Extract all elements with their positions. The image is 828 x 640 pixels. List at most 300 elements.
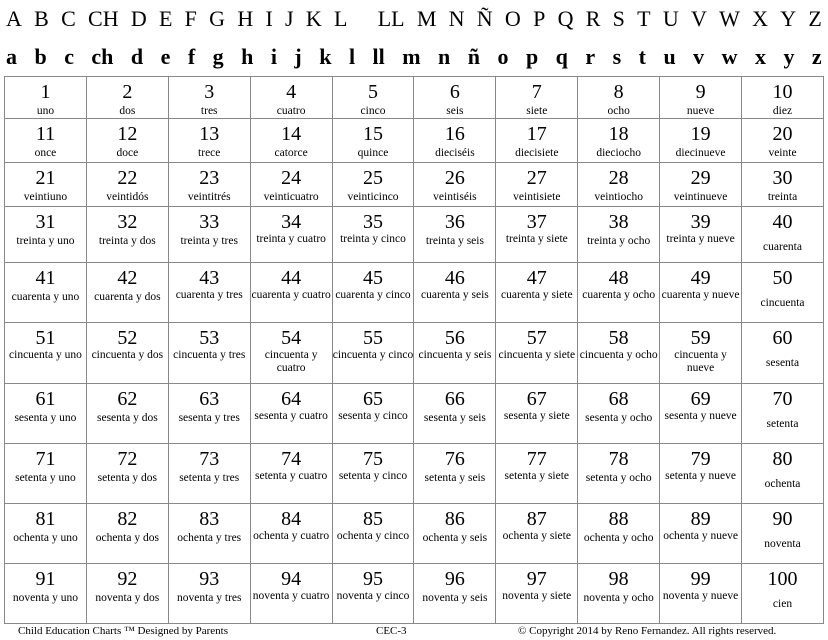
number-word: setenta y seis — [424, 471, 486, 484]
number-digit: 66 — [444, 387, 465, 410]
number-word: doce — [116, 147, 139, 160]
number-word: veintitrés — [187, 191, 231, 204]
number-word: noventa y uno — [12, 591, 79, 604]
number-digit: 34 — [281, 211, 302, 234]
number-cell — [414, 503, 496, 563]
number-word: cincuenta y uno — [9, 349, 82, 362]
number-cell — [86, 443, 168, 503]
number-digit: 10 — [772, 81, 793, 103]
alphabet-letter: x — [754, 44, 766, 69]
number-cell — [660, 563, 742, 623]
number-digit: 2 — [122, 81, 133, 103]
alphabet-letter: C — [61, 6, 76, 31]
number-word: cincuenta y seis — [418, 349, 492, 362]
number-word: sesenta y ocho — [585, 411, 653, 424]
number-digit: 28 — [608, 167, 629, 190]
number-digit: 91 — [35, 567, 56, 590]
number-cell — [414, 163, 496, 207]
number-word: cuarenta y ocho — [582, 289, 656, 302]
alphabet-letter: p — [525, 44, 539, 69]
alphabet-letter: r — [585, 44, 596, 69]
number-word: cuarenta y siete — [501, 289, 573, 302]
number-cell — [578, 207, 660, 263]
number-cell — [250, 207, 332, 263]
number-cell — [578, 563, 660, 623]
number-word: treinta y tres — [180, 235, 238, 248]
number-cell — [5, 77, 87, 119]
number-word: noventa y cuatro — [252, 589, 330, 602]
table-row — [5, 443, 824, 503]
number-digit: 20 — [772, 123, 793, 146]
numbers-table — [4, 76, 824, 624]
number-digit: 59 — [690, 327, 711, 350]
number-digit: 84 — [281, 507, 302, 530]
number-cell — [578, 443, 660, 503]
number-word: sesenta y siete — [503, 409, 570, 422]
number-digit: 17 — [526, 123, 547, 146]
alphabet-letter: L — [333, 6, 348, 31]
number-word: dieciocho — [596, 147, 642, 160]
number-cell — [660, 383, 742, 443]
number-word: treinta — [767, 191, 798, 204]
number-word: seis — [446, 105, 464, 117]
alphabet-letter: T — [637, 6, 651, 31]
alphabet-letter: t — [638, 44, 646, 69]
number-cell — [414, 443, 496, 503]
number-digit: 12 — [117, 123, 138, 146]
number-digit: 88 — [608, 507, 629, 530]
number-cell — [496, 563, 578, 623]
number-digit: 26 — [444, 167, 465, 190]
alphabet-letter: Ñ — [476, 6, 493, 31]
number-word: cuarenta — [763, 241, 802, 254]
number-cell — [86, 163, 168, 207]
alphabet-letter: b — [34, 44, 47, 69]
number-digit: 63 — [199, 387, 220, 410]
number-digit: 73 — [199, 447, 220, 470]
number-cell — [86, 207, 168, 263]
number-digit: 36 — [444, 211, 465, 234]
number-word: ochenta — [764, 477, 801, 490]
number-word: ochenta y seis — [422, 531, 488, 544]
uppercase-alphabet-row — [0, 2, 828, 36]
number-word: ocho — [607, 105, 630, 117]
number-digit: 6 — [449, 81, 460, 103]
number-digit: 25 — [363, 167, 383, 190]
number-cell — [414, 383, 496, 443]
number-cell — [168, 77, 250, 119]
alphabet-letter: l — [348, 44, 356, 69]
number-digit: 13 — [199, 123, 220, 146]
alphabet-letter: N — [448, 6, 465, 31]
alphabet-letter: H — [237, 6, 254, 31]
number-word: veintiuno — [23, 191, 68, 204]
alphabet-letter: v — [693, 44, 705, 69]
number-cell — [86, 383, 168, 443]
alphabet-letter: k — [319, 44, 332, 69]
number-cell — [332, 263, 414, 323]
number-digit: 41 — [35, 267, 56, 290]
number-cell — [414, 207, 496, 263]
alphabet-letter: u — [663, 44, 676, 69]
number-cell — [578, 119, 660, 163]
alphabet-letter: f — [187, 44, 196, 69]
number-cell — [742, 207, 824, 263]
number-digit: 44 — [281, 267, 302, 290]
number-digit: 54 — [281, 327, 302, 350]
number-digit: 5 — [368, 81, 378, 103]
number-cell — [742, 77, 824, 119]
number-cell — [250, 77, 332, 119]
number-word: quince — [357, 147, 389, 160]
number-cell — [5, 163, 87, 207]
number-digit: 81 — [35, 507, 56, 530]
number-digit: 49 — [690, 267, 711, 290]
number-digit: 9 — [695, 81, 706, 103]
number-word: cincuenta y tres — [173, 349, 246, 362]
table-row — [5, 563, 824, 623]
number-digit: 71 — [35, 447, 56, 470]
number-cell — [578, 163, 660, 207]
number-cell — [578, 383, 660, 443]
number-cell — [250, 503, 332, 563]
number-cell — [5, 383, 87, 443]
number-word: noventa y ocho — [583, 591, 654, 604]
number-digit: 56 — [444, 327, 465, 350]
number-word: noventa y cinco — [336, 589, 410, 602]
number-digit: 4 — [286, 81, 297, 103]
number-cell — [5, 443, 87, 503]
number-cell — [496, 323, 578, 383]
number-cell — [5, 263, 87, 323]
number-word: ochenta y tres — [177, 531, 242, 544]
number-word: nueve — [686, 105, 715, 117]
alphabet-letter: q — [555, 44, 568, 69]
number-digit: 64 — [281, 387, 302, 410]
number-word: ochenta y ocho — [583, 531, 654, 544]
number-cell — [168, 207, 250, 263]
number-digit: 27 — [526, 167, 547, 190]
number-digit: 47 — [526, 267, 547, 290]
number-cell — [332, 503, 414, 563]
table-row — [5, 323, 824, 383]
number-word: cuarenta y nueve — [661, 289, 740, 302]
number-word: cincuenta — [760, 297, 805, 310]
number-word: sesenta y dos — [96, 411, 158, 424]
number-cell — [250, 383, 332, 443]
alphabet-letter: A — [6, 6, 22, 31]
alphabet-letter: Q — [557, 6, 574, 31]
number-cell — [250, 563, 332, 623]
number-word: treinta y cinco — [340, 233, 406, 246]
number-cell — [578, 323, 660, 383]
number-digit: 92 — [117, 567, 138, 590]
number-cell — [168, 163, 250, 207]
number-digit: 86 — [444, 507, 465, 530]
number-word: veintisiete — [513, 191, 561, 204]
alphabet-letter: P — [533, 6, 546, 31]
number-word: once — [34, 147, 57, 160]
number-digit: 93 — [199, 567, 220, 590]
number-cell — [496, 443, 578, 503]
number-digit: 67 — [526, 387, 547, 410]
number-cell — [660, 163, 742, 207]
number-digit: 23 — [199, 167, 220, 190]
number-digit: 55 — [363, 327, 383, 350]
alphabet-letter: i — [270, 44, 277, 69]
number-digit: 31 — [35, 211, 56, 234]
number-digit: 72 — [117, 447, 138, 470]
number-word: veintidós — [106, 191, 149, 204]
alphabet-letter: V — [690, 6, 707, 31]
number-digit: 78 — [608, 447, 629, 470]
number-word: cincuenta y siete — [498, 349, 576, 362]
number-word: sesenta y nueve — [664, 409, 737, 422]
number-cell — [660, 263, 742, 323]
alphabet-letter: j — [294, 44, 302, 69]
alphabet-letter: ch — [91, 44, 114, 69]
number-digit: 43 — [199, 267, 220, 290]
number-digit: 65 — [363, 387, 383, 410]
number-digit: 18 — [608, 123, 629, 146]
number-word: dos — [119, 105, 136, 117]
number-digit: 33 — [199, 211, 220, 234]
number-digit: 42 — [117, 267, 138, 290]
number-digit: 83 — [199, 507, 220, 530]
alphabet-letter: M — [416, 6, 437, 31]
number-word: noventa — [764, 537, 801, 550]
number-word: cincuenta y dos — [91, 349, 164, 362]
number-cell — [332, 563, 414, 623]
number-digit: 14 — [281, 123, 302, 146]
alphabet-letter: W — [719, 6, 740, 31]
number-cell — [578, 77, 660, 119]
number-cell — [86, 323, 168, 383]
number-digit: 97 — [526, 567, 547, 590]
number-digit: 68 — [608, 387, 629, 410]
number-word: setenta y siete — [504, 469, 570, 482]
number-digit: 99 — [690, 567, 711, 590]
number-word: treinta y dos — [98, 235, 156, 248]
number-digit: 30 — [772, 167, 793, 190]
number-word: cuarenta y cinco — [335, 289, 411, 302]
number-cell — [414, 263, 496, 323]
number-digit: 38 — [608, 211, 629, 234]
number-cell — [660, 443, 742, 503]
number-digit: 69 — [690, 387, 711, 410]
number-word: veintiocho — [594, 191, 643, 204]
number-cell — [414, 77, 496, 119]
number-word: noventa y tres — [176, 591, 242, 604]
number-cell — [414, 563, 496, 623]
alphabet-letter: K — [305, 6, 322, 31]
number-digit: 19 — [690, 123, 711, 146]
alphabet-letter: m — [402, 44, 421, 69]
number-digit: 11 — [35, 123, 56, 146]
table-row — [5, 119, 824, 163]
number-cell — [496, 383, 578, 443]
number-cell — [496, 207, 578, 263]
number-digit: 75 — [363, 447, 383, 470]
number-digit: 1 — [40, 81, 51, 103]
number-cell — [168, 503, 250, 563]
alphabet-letter: G — [209, 6, 226, 31]
number-word: cien — [772, 597, 793, 610]
number-cell — [86, 77, 168, 119]
lowercase-alphabet-row — [0, 40, 828, 74]
alphabet-letter: ll — [372, 44, 385, 69]
number-digit: 37 — [526, 211, 547, 234]
number-digit: 50 — [772, 267, 793, 290]
number-digit: 80 — [772, 447, 793, 470]
number-word: sesenta y cuatro — [254, 409, 328, 422]
number-word: cuarenta y dos — [94, 291, 161, 304]
number-cell — [414, 323, 496, 383]
number-cell — [578, 503, 660, 563]
number-word: noventa y seis — [422, 591, 488, 604]
number-word: trece — [198, 147, 221, 160]
number-word: treinta y uno — [16, 235, 75, 248]
number-cell — [5, 207, 87, 263]
number-digit: 58 — [608, 327, 629, 350]
alphabet-letter: U — [662, 6, 679, 31]
number-cell — [660, 77, 742, 119]
number-digit: 46 — [444, 267, 465, 290]
number-digit: 29 — [690, 167, 711, 190]
number-word: cuarenta y cuatro — [251, 289, 331, 302]
number-word: noventa y dos — [95, 591, 160, 604]
number-digit: 40 — [772, 211, 793, 234]
number-digit: 85 — [363, 507, 383, 530]
number-cell — [5, 503, 87, 563]
number-word: treinta y ocho — [587, 235, 651, 248]
alphabet-letter: X — [752, 6, 769, 31]
number-cell — [496, 263, 578, 323]
number-cell — [414, 119, 496, 163]
number-digit: 21 — [35, 167, 56, 190]
number-cell — [660, 323, 742, 383]
number-cell — [332, 163, 414, 207]
number-cell — [5, 323, 87, 383]
alphabet-letter: c — [64, 44, 74, 69]
alphabet-letter: s — [612, 44, 622, 69]
number-digit: 79 — [690, 447, 711, 470]
number-word: cuarenta y uno — [11, 291, 80, 304]
number-word: noventa y siete — [502, 589, 572, 602]
number-digit: 70 — [772, 387, 793, 410]
number-word: sesenta y seis — [423, 411, 486, 424]
number-word: cincuenta y cuatro — [264, 349, 318, 375]
alphabet-letter: E — [158, 6, 173, 31]
number-cell — [250, 443, 332, 503]
number-word: setenta y uno — [15, 471, 76, 484]
number-cell — [168, 383, 250, 443]
alphabet-letter: B — [34, 6, 49, 31]
number-digit: 24 — [281, 167, 302, 190]
number-word: veintiséis — [433, 191, 477, 204]
number-word: setenta y nueve — [665, 469, 737, 482]
number-cell — [86, 563, 168, 623]
number-cell — [168, 323, 250, 383]
number-digit: 57 — [526, 327, 547, 350]
number-word: ochenta y uno — [13, 531, 78, 544]
number-word: cinco — [360, 105, 386, 117]
number-word: cincuenta y nueve — [674, 349, 727, 375]
number-digit: 15 — [363, 123, 383, 146]
number-digit: 32 — [117, 211, 138, 234]
footer-credit: Child Education Charts ™ Designed by Parents — [18, 625, 228, 637]
number-digit: 16 — [444, 123, 465, 146]
number-cell — [332, 119, 414, 163]
number-word: veinte — [768, 147, 797, 160]
number-digit: 89 — [690, 507, 711, 530]
number-word: siete — [526, 105, 548, 117]
number-word: treinta y siete — [505, 233, 568, 246]
number-word: setenta y tres — [179, 471, 240, 484]
number-cell — [332, 443, 414, 503]
alphabet-letter: z — [811, 44, 822, 69]
number-cell — [5, 563, 87, 623]
number-word: uno — [36, 105, 55, 117]
number-digit: 45 — [363, 267, 383, 290]
number-digit: 61 — [35, 387, 56, 410]
number-cell — [250, 163, 332, 207]
alphabet-letter: n — [438, 44, 451, 69]
number-word: veinticuatro — [263, 191, 319, 204]
number-cell — [742, 563, 824, 623]
footer — [0, 625, 828, 640]
footer-code: CEC-3 — [376, 625, 407, 637]
number-digit: 48 — [608, 267, 629, 290]
number-cell — [332, 323, 414, 383]
number-word: treinta y cuatro — [256, 233, 326, 246]
number-word: veintinueve — [673, 191, 728, 204]
number-cell — [168, 443, 250, 503]
alphabet-letter: e — [160, 44, 171, 69]
number-digit: 22 — [117, 167, 138, 190]
number-cell — [5, 119, 87, 163]
alphabet-letter: I — [265, 6, 273, 31]
number-word: sesenta y uno — [14, 411, 77, 424]
table-row — [5, 503, 824, 563]
number-cell — [86, 263, 168, 323]
alphabet-letter: R — [585, 6, 601, 31]
number-digit: 95 — [363, 567, 383, 590]
number-cell — [660, 207, 742, 263]
number-word: diecisiete — [515, 147, 559, 160]
table-row — [5, 77, 824, 119]
alphabet-letter: CH — [88, 6, 119, 31]
number-word: diecinueve — [675, 147, 726, 160]
number-digit: 74 — [281, 447, 302, 470]
number-digit: 62 — [117, 387, 138, 410]
number-word: ochenta y nueve — [663, 529, 738, 542]
number-cell — [496, 119, 578, 163]
number-word: ochenta y dos — [95, 531, 159, 544]
number-digit: 52 — [117, 327, 138, 350]
number-cell — [168, 263, 250, 323]
alphabet-letter: S — [612, 6, 625, 31]
number-word: sesenta y tres — [178, 411, 240, 424]
number-cell — [660, 119, 742, 163]
number-word: setenta y dos — [97, 471, 158, 484]
number-digit: 53 — [199, 327, 220, 350]
number-cell — [578, 263, 660, 323]
number-word: dieciséis — [435, 147, 475, 160]
alphabet-letter: LL — [377, 6, 405, 31]
number-word: treinta y nueve — [666, 233, 735, 246]
number-cell — [742, 263, 824, 323]
